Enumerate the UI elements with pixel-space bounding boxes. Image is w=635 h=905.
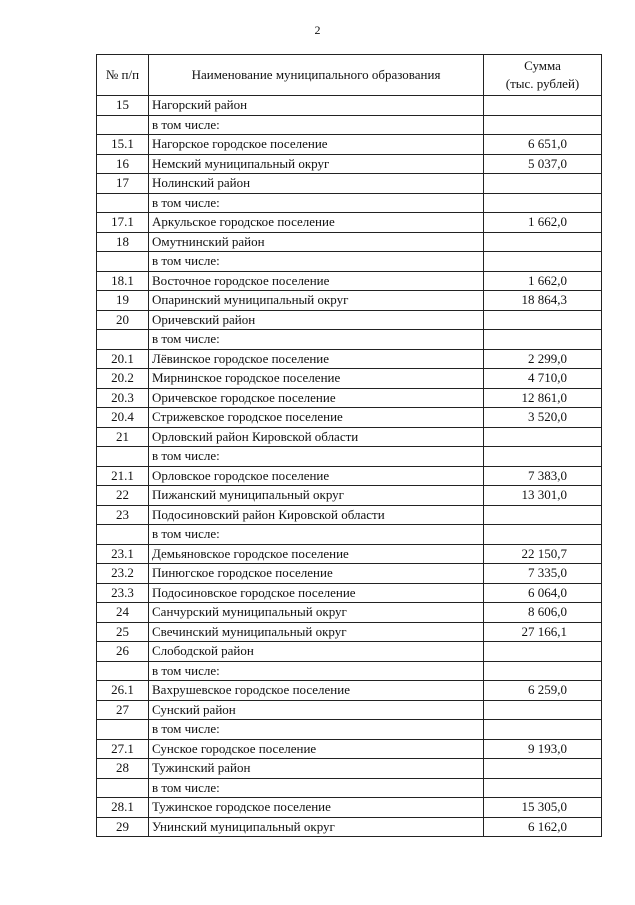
row-sum: 4 710,0	[484, 369, 602, 389]
row-name: Омутнинский район	[149, 232, 484, 252]
table-row	[97, 96, 602, 116]
table-row	[97, 622, 602, 642]
table-row	[97, 408, 602, 428]
table-row	[97, 661, 602, 681]
row-sum: 5 037,0	[484, 154, 602, 174]
page-number: 2	[314, 23, 321, 37]
row-sum: 8 606,0	[484, 603, 602, 623]
table-row	[97, 291, 602, 311]
row-sum	[484, 525, 602, 545]
row-name: в том числе:	[149, 447, 484, 467]
row-name: Подосиновский район Кировской области	[149, 505, 484, 525]
table-row	[97, 271, 602, 291]
row-sum: 7 335,0	[484, 564, 602, 584]
row-name: Нагорское городское поселение	[149, 135, 484, 155]
row-name: в том числе:	[149, 661, 484, 681]
row-name: Нолинский район	[149, 174, 484, 194]
row-sum: 6 651,0	[484, 135, 602, 155]
table-row	[97, 583, 602, 603]
row-number: 29	[97, 817, 149, 837]
row-sum	[484, 778, 602, 798]
row-number: 28.1	[97, 798, 149, 818]
table-row	[97, 739, 602, 759]
row-number	[97, 330, 149, 350]
row-name: Оричевское городское поселение	[149, 388, 484, 408]
row-number: 22	[97, 486, 149, 506]
row-sum	[484, 427, 602, 447]
row-sum	[484, 310, 602, 330]
row-sum: 13 301,0	[484, 486, 602, 506]
row-name: в том числе:	[149, 330, 484, 350]
row-number: 23.1	[97, 544, 149, 564]
table-row	[97, 681, 602, 701]
row-sum	[484, 252, 602, 272]
row-sum: 1 662,0	[484, 271, 602, 291]
table-row	[97, 252, 602, 272]
table-row	[97, 466, 602, 486]
row-sum: 7 383,0	[484, 466, 602, 486]
row-sum: 2 299,0	[484, 349, 602, 369]
row-number: 23	[97, 505, 149, 525]
row-number: 20	[97, 310, 149, 330]
table-row	[97, 778, 602, 798]
table-row	[97, 564, 602, 584]
row-sum: 18 864,3	[484, 291, 602, 311]
row-name: в том числе:	[149, 252, 484, 272]
row-name: Сунское городское поселение	[149, 739, 484, 759]
row-number	[97, 720, 149, 740]
row-name: Опаринский муниципальный округ	[149, 291, 484, 311]
row-sum	[484, 720, 602, 740]
row-name: Свечинский муниципальный округ	[149, 622, 484, 642]
row-sum	[484, 700, 602, 720]
row-sum: 1 662,0	[484, 213, 602, 233]
table-row	[97, 720, 602, 740]
row-number	[97, 447, 149, 467]
table-row	[97, 447, 602, 467]
row-number: 17.1	[97, 213, 149, 233]
row-sum	[484, 661, 602, 681]
row-number	[97, 193, 149, 213]
row-name: в том числе:	[149, 115, 484, 135]
row-number: 21.1	[97, 466, 149, 486]
row-number: 25	[97, 622, 149, 642]
table-row	[97, 232, 602, 252]
table-row	[97, 154, 602, 174]
table-row	[97, 486, 602, 506]
table-row	[97, 798, 602, 818]
table-row	[97, 174, 602, 194]
table-row	[97, 544, 602, 564]
row-sum	[484, 447, 602, 467]
row-sum	[484, 642, 602, 662]
row-number: 16	[97, 154, 149, 174]
table-row	[97, 427, 602, 447]
row-name: Тужинский район	[149, 759, 484, 779]
row-name: Санчурский муниципальный округ	[149, 603, 484, 623]
table-row	[97, 700, 602, 720]
row-name: в том числе:	[149, 193, 484, 213]
row-name: в том числе:	[149, 720, 484, 740]
row-sum: 6 162,0	[484, 817, 602, 837]
row-name: Тужинское городское поселение	[149, 798, 484, 818]
row-name: Мирнинское городское поселение	[149, 369, 484, 389]
row-sum	[484, 759, 602, 779]
table-body	[97, 96, 602, 837]
row-number: 26	[97, 642, 149, 662]
row-number: 27	[97, 700, 149, 720]
row-name: Нагорский район	[149, 96, 484, 116]
table-row	[97, 135, 602, 155]
row-name: Восточное городское поселение	[149, 271, 484, 291]
row-sum: 15 305,0	[484, 798, 602, 818]
row-number: 23.3	[97, 583, 149, 603]
row-sum: 27 166,1	[484, 622, 602, 642]
row-sum: 6 064,0	[484, 583, 602, 603]
row-name: в том числе:	[149, 778, 484, 798]
row-name: Орловский район Кировской области	[149, 427, 484, 447]
table-row	[97, 349, 602, 369]
table-row	[97, 330, 602, 350]
row-name: Стрижевское городское поселение	[149, 408, 484, 428]
table-row	[97, 310, 602, 330]
row-name: Слободской район	[149, 642, 484, 662]
table-header-row	[97, 55, 602, 96]
row-sum	[484, 330, 602, 350]
municipal-sums-table	[96, 54, 602, 837]
table-row	[97, 193, 602, 213]
row-name: Подосиновское городское поселение	[149, 583, 484, 603]
row-sum: 22 150,7	[484, 544, 602, 564]
table-row	[97, 759, 602, 779]
table-row	[97, 603, 602, 623]
row-sum: 9 193,0	[484, 739, 602, 759]
row-sum	[484, 174, 602, 194]
row-name: Лёвинское городское поселение	[149, 349, 484, 369]
row-number	[97, 778, 149, 798]
row-number: 24	[97, 603, 149, 623]
table-row	[97, 388, 602, 408]
table-row	[97, 525, 602, 545]
row-number: 21	[97, 427, 149, 447]
row-sum	[484, 505, 602, 525]
table-row	[97, 817, 602, 837]
row-number: 15	[97, 96, 149, 116]
row-sum	[484, 232, 602, 252]
row-name: Демьяновское городское поселение	[149, 544, 484, 564]
table-row	[97, 642, 602, 662]
row-number: 20.4	[97, 408, 149, 428]
row-number	[97, 525, 149, 545]
row-name: в том числе:	[149, 525, 484, 545]
row-sum: 12 861,0	[484, 388, 602, 408]
row-number: 18.1	[97, 271, 149, 291]
row-number: 17	[97, 174, 149, 194]
row-sum	[484, 96, 602, 116]
row-name: Унинский муниципальный округ	[149, 817, 484, 837]
row-name: Орловское городское поселение	[149, 466, 484, 486]
row-name: Пинюгское городское поселение	[149, 564, 484, 584]
row-number: 23.2	[97, 564, 149, 584]
row-number: 20.1	[97, 349, 149, 369]
row-name: Пижанский муниципальный округ	[149, 486, 484, 506]
table-row	[97, 369, 602, 389]
header-sum	[484, 55, 602, 96]
row-sum	[484, 193, 602, 213]
row-number: 26.1	[97, 681, 149, 701]
row-sum: 3 520,0	[484, 408, 602, 428]
row-number: 15.1	[97, 135, 149, 155]
row-name: Немский муниципальный округ	[149, 154, 484, 174]
table-row	[97, 213, 602, 233]
header-sum-line2: (тыс. рублей)	[505, 76, 580, 91]
header-name: Наименование муниципального образования	[149, 55, 484, 96]
row-name: Оричевский район	[149, 310, 484, 330]
row-name: Вахрушевское городское поселение	[149, 681, 484, 701]
row-name: Аркульское городское поселение	[149, 213, 484, 233]
row-name: Сунский район	[149, 700, 484, 720]
row-number: 20.3	[97, 388, 149, 408]
table-row	[97, 505, 602, 525]
header-sum-line1: Сумма	[524, 58, 561, 73]
row-number	[97, 252, 149, 272]
table-row	[97, 115, 602, 135]
row-sum: 6 259,0	[484, 681, 602, 701]
header-number: № п/п	[97, 55, 149, 96]
row-number	[97, 115, 149, 135]
row-number: 18	[97, 232, 149, 252]
row-number: 28	[97, 759, 149, 779]
row-sum	[484, 115, 602, 135]
row-number: 19	[97, 291, 149, 311]
row-number	[97, 661, 149, 681]
row-number: 20.2	[97, 369, 149, 389]
row-number: 27.1	[97, 739, 149, 759]
